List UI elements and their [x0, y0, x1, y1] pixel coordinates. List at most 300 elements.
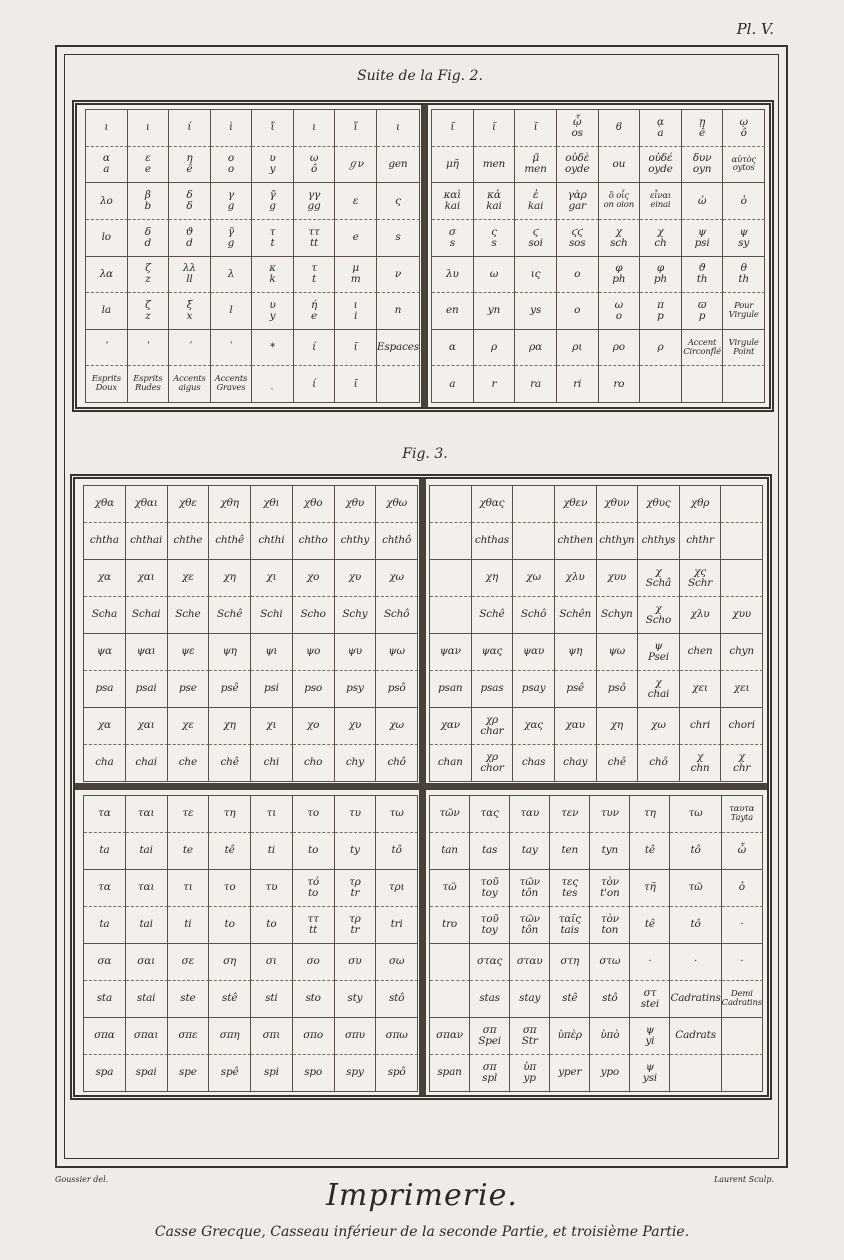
- type-box: σπυ: [335, 1018, 377, 1055]
- fig2-right-half: [431, 109, 765, 403]
- type-box: α: [432, 330, 474, 367]
- type-box: [430, 981, 470, 1018]
- type-box: sti: [251, 981, 293, 1018]
- type-box: ο: [557, 257, 599, 294]
- type-box: Schi: [251, 597, 293, 634]
- type-box: ou: [599, 147, 641, 184]
- type-box: [722, 1018, 763, 1055]
- type-box: ῖ: [515, 110, 557, 147]
- type-box: ὦ: [722, 833, 763, 870]
- type-box: ·: [722, 907, 763, 944]
- type-box: ρα: [515, 330, 557, 367]
- type-box: χο: [293, 708, 335, 745]
- type-box: ἵ: [335, 110, 377, 147]
- type-box: χλυ: [555, 560, 597, 597]
- type-box: chthê: [209, 523, 251, 560]
- type-box: ῳ ô: [723, 110, 765, 147]
- type-box: τρ tr: [335, 870, 377, 907]
- type-box: χλυ: [680, 597, 722, 634]
- type-box: στη: [550, 944, 590, 981]
- type-box: spê: [209, 1055, 251, 1092]
- type-box: ῖ: [474, 110, 516, 147]
- type-box: ·: [670, 944, 721, 981]
- type-box: χε: [168, 560, 210, 597]
- type-box: χθυ: [335, 486, 377, 523]
- type-box: α a: [86, 147, 128, 184]
- type-box: τα: [84, 796, 126, 833]
- type-box: Cadrats: [670, 1018, 721, 1055]
- type-box: pso: [293, 671, 335, 708]
- type-box: Schê: [472, 597, 514, 634]
- type-box: [377, 366, 420, 403]
- type-box: τρι: [376, 870, 418, 907]
- type-box: spy: [335, 1055, 377, 1092]
- type-box: ἐ kai: [515, 183, 557, 220]
- type-box: ᾳ a: [640, 110, 682, 147]
- type-box: stê: [209, 981, 251, 1018]
- type-box: φ ph: [599, 257, 641, 294]
- type-box: ψο: [293, 634, 335, 671]
- type-box: το: [209, 870, 251, 907]
- type-box: tô: [670, 907, 721, 944]
- type-box: [513, 486, 555, 523]
- type-box: ῖ: [335, 330, 377, 367]
- type-box: a: [432, 366, 474, 403]
- type-box: χθη: [209, 486, 251, 523]
- type-box: lo: [86, 220, 128, 257]
- type-box: χας: [513, 708, 555, 745]
- type-box: η ê: [169, 147, 211, 184]
- type-box: ή e: [294, 293, 336, 330]
- type-box: sta: [84, 981, 126, 1018]
- type-box: Pour Virgule: [723, 293, 765, 330]
- fig3-caption: Fig. 3.: [402, 446, 448, 462]
- type-box: r: [474, 366, 516, 403]
- type-box: ταυτα Tayta: [722, 796, 763, 833]
- type-box: [430, 597, 472, 634]
- type-box: σι: [251, 944, 293, 981]
- type-box: tro: [430, 907, 470, 944]
- type-box: stô: [376, 981, 418, 1018]
- type-box: ἴ: [252, 110, 294, 147]
- type-box: Espaces: [377, 330, 420, 367]
- fig2-case: [72, 100, 774, 412]
- type-box: yn: [474, 293, 516, 330]
- type-box: [430, 560, 472, 597]
- type-box: χθαι: [126, 486, 168, 523]
- type-box: ᾿: [86, 330, 128, 367]
- type-box: spô: [376, 1055, 418, 1092]
- type-box: Schô: [513, 597, 555, 634]
- type-box: ς: [377, 183, 420, 220]
- type-box: chyn: [721, 634, 763, 671]
- type-box: psi: [251, 671, 293, 708]
- type-box: χει: [721, 671, 763, 708]
- type-box: tri: [376, 907, 418, 944]
- type-box: ψαυ: [513, 634, 555, 671]
- type-box: τό to: [293, 870, 335, 907]
- type-box: χαι: [126, 560, 168, 597]
- type-box: χ chn: [680, 745, 722, 782]
- type-box: ys: [515, 293, 557, 330]
- type-box: Demi Cadratins: [722, 981, 763, 1018]
- type-box: ψ yi: [630, 1018, 670, 1055]
- type-box: Esprits Rudes: [128, 366, 170, 403]
- type-box: chas: [513, 745, 555, 782]
- type-box: ψι: [251, 634, 293, 671]
- type-box: χ chr: [721, 745, 763, 782]
- type-box: Esprits Doux: [86, 366, 128, 403]
- type-box: θ th: [723, 257, 765, 294]
- type-box: psy: [335, 671, 377, 708]
- type-box: ψ Psei: [638, 634, 680, 671]
- type-box: ττ tt: [293, 907, 335, 944]
- type-box: γ̃ g: [252, 183, 294, 220]
- type-box: Scho: [293, 597, 335, 634]
- type-box: ται: [126, 796, 168, 833]
- type-box: χη: [209, 560, 251, 597]
- type-box: ψαι: [126, 634, 168, 671]
- type-box: γ g: [211, 183, 253, 220]
- type-box: ε: [335, 183, 377, 220]
- type-box: ταῖς tais: [550, 907, 590, 944]
- type-box: ῖ: [432, 110, 474, 147]
- type-box: μῆ: [432, 147, 474, 184]
- type-box: μ m: [335, 257, 377, 294]
- type-box: τὸν ton: [590, 907, 630, 944]
- type-box: καὶ kai: [432, 183, 474, 220]
- type-box: chthe: [168, 523, 210, 560]
- type-box: ϛ soi: [515, 220, 557, 257]
- type-box: Schai: [126, 597, 168, 634]
- type-box: stas: [470, 981, 510, 1018]
- type-box: τεν: [550, 796, 590, 833]
- type-box: ς s: [474, 220, 516, 257]
- type-box: χ Scho: [638, 597, 680, 634]
- type-box: chthys: [638, 523, 680, 560]
- type-box: spo: [293, 1055, 335, 1092]
- type-box: [723, 366, 765, 403]
- type-box: χθρ: [680, 486, 722, 523]
- type-box: chê: [209, 745, 251, 782]
- type-box: σταυ: [510, 944, 550, 981]
- type-box: psô: [597, 671, 639, 708]
- type-box: [721, 523, 763, 560]
- type-box: ί: [294, 366, 336, 403]
- type-box: οὐδὲ oyde: [557, 147, 599, 184]
- type-box: tai: [126, 907, 168, 944]
- type-box: γὰρ gar: [557, 183, 599, 220]
- type-box: Cadratins: [670, 981, 721, 1018]
- type-box: ψη: [209, 634, 251, 671]
- type-box: ψαν: [430, 634, 472, 671]
- type-box: sto: [293, 981, 335, 1018]
- type-box: ψ ysi: [630, 1055, 670, 1092]
- type-box: χα: [84, 708, 126, 745]
- type-box: [670, 1055, 721, 1092]
- type-box: ste: [168, 981, 210, 1018]
- type-box: [721, 560, 763, 597]
- type-box: ty: [335, 833, 377, 870]
- type-box: tê: [630, 907, 670, 944]
- type-box: χει: [680, 671, 722, 708]
- type-box: χη: [209, 708, 251, 745]
- type-box: chen: [680, 634, 722, 671]
- type-box: ti: [251, 833, 293, 870]
- type-box: χι: [251, 708, 293, 745]
- type-box: σαι: [126, 944, 168, 981]
- type-box: β b: [128, 183, 170, 220]
- type-box: χθε: [168, 486, 210, 523]
- type-box: Accents aigus: [169, 366, 211, 403]
- type-box: to: [251, 907, 293, 944]
- type-box: chthr: [680, 523, 722, 560]
- type-box: ι: [377, 110, 420, 147]
- type-box: ὁ: [722, 870, 763, 907]
- type-box: φ ph: [640, 257, 682, 294]
- type-box: tê: [209, 833, 251, 870]
- type-box: ℊν: [335, 147, 377, 184]
- type-box: στω: [590, 944, 630, 981]
- type-box: [430, 944, 470, 981]
- type-box: psay: [513, 671, 555, 708]
- type-box: χα: [84, 560, 126, 597]
- fig2-divider: [421, 105, 428, 407]
- type-box: αὐτὸς oytos: [723, 147, 765, 184]
- type-box: τῶ: [670, 870, 721, 907]
- left-signature: Goussier del.: [55, 1175, 109, 1184]
- type-box: τας: [470, 796, 510, 833]
- type-box: χ ch: [640, 220, 682, 257]
- type-box: ί: [169, 110, 211, 147]
- type-box: σπο: [293, 1018, 335, 1055]
- type-box: ω: [474, 257, 516, 294]
- type-box: ·: [722, 944, 763, 981]
- type-box: χ Schâ: [638, 560, 680, 597]
- type-box: ϑ d: [169, 220, 211, 257]
- type-box: ξ x: [169, 293, 211, 330]
- type-box: ri: [557, 366, 599, 403]
- type-box: ν: [377, 257, 420, 294]
- type-box: τῶν: [430, 796, 470, 833]
- type-box: τω: [670, 796, 721, 833]
- type-box: [682, 366, 724, 403]
- type-box: ὃ οἷς on oion: [599, 183, 641, 220]
- type-box: στ stei: [630, 981, 670, 1018]
- type-box: κἀ kai: [474, 183, 516, 220]
- type-box: spe: [168, 1055, 210, 1092]
- type-box: τη: [209, 796, 251, 833]
- type-box: psê: [555, 671, 597, 708]
- type-box: ρ: [474, 330, 516, 367]
- type-box: τ t: [294, 257, 336, 294]
- type-box: ζ z: [128, 293, 170, 330]
- type-box: γ̃ g: [211, 220, 253, 257]
- fig2-left-half: [85, 109, 420, 403]
- type-box: chthai: [126, 523, 168, 560]
- type-box: δ δ: [169, 183, 211, 220]
- type-box: σπ Str: [510, 1018, 550, 1055]
- type-box: psai: [126, 671, 168, 708]
- type-box: ϑ th: [682, 257, 724, 294]
- type-box: ψ sy: [723, 220, 765, 257]
- type-box: [722, 1055, 763, 1092]
- type-box: cha: [84, 745, 126, 782]
- type-box: χθο: [293, 486, 335, 523]
- type-box: psê: [209, 671, 251, 708]
- type-box: λ: [211, 257, 253, 294]
- type-box: chthi: [251, 523, 293, 560]
- type-box: τῶν tôn: [510, 907, 550, 944]
- type-box: ττ tt: [294, 220, 336, 257]
- type-box: to: [293, 833, 335, 870]
- type-box: τῶ: [430, 870, 470, 907]
- type-box: ϐ: [599, 110, 641, 147]
- type-box: chy: [335, 745, 377, 782]
- type-box: γγ gg: [294, 183, 336, 220]
- type-box: χε: [168, 708, 210, 745]
- type-box: σε: [168, 944, 210, 981]
- type-box: σα: [84, 944, 126, 981]
- type-box: Scha: [84, 597, 126, 634]
- type-box: ψω: [597, 634, 639, 671]
- type-box: ΄: [169, 330, 211, 367]
- type-box: Virgule Point: [723, 330, 765, 367]
- type-box: tô: [670, 833, 721, 870]
- type-box: υ y: [252, 147, 294, 184]
- type-box: chthy: [335, 523, 377, 560]
- type-box: χυυ: [721, 597, 763, 634]
- type-box: Schyn: [597, 597, 639, 634]
- fig3-top-right: [429, 485, 763, 782]
- type-box: chan: [430, 745, 472, 782]
- type-box: s: [377, 220, 420, 257]
- type-box: [640, 366, 682, 403]
- type-box: ι: [86, 110, 128, 147]
- type-box: χαι: [126, 708, 168, 745]
- type-box: pse: [168, 671, 210, 708]
- type-box: Schô: [376, 597, 418, 634]
- type-box: chê: [597, 745, 639, 782]
- type-box: χ sch: [599, 220, 641, 257]
- type-box: ro: [599, 366, 641, 403]
- type-box: σπ Spei: [470, 1018, 510, 1055]
- type-box: l: [211, 293, 253, 330]
- type-box: `: [211, 330, 253, 367]
- type-box: ϖ p: [682, 293, 724, 330]
- type-box: che: [168, 745, 210, 782]
- type-box: chthas: [472, 523, 514, 560]
- type-box: gen: [377, 147, 420, 184]
- type-box: en: [432, 293, 474, 330]
- type-box: span: [430, 1055, 470, 1092]
- type-box: Accent Circonflé: [682, 330, 724, 367]
- type-box: ση: [209, 944, 251, 981]
- type-box: chi: [251, 745, 293, 782]
- type-box: χυυ: [597, 560, 639, 597]
- fig3-case: [70, 474, 772, 1100]
- type-box: spa: [84, 1055, 126, 1092]
- type-box: Accents Graves: [211, 366, 253, 403]
- type-box: Schy: [335, 597, 377, 634]
- type-box: δυν oyn: [682, 147, 724, 184]
- type-box: ψυ: [335, 634, 377, 671]
- type-box: ϛϛ sos: [557, 220, 599, 257]
- type-box: τω: [376, 796, 418, 833]
- type-box: psô: [376, 671, 418, 708]
- type-box: ψας: [472, 634, 514, 671]
- plate-number: Pl. V.: [736, 20, 774, 38]
- type-box: χο: [293, 560, 335, 597]
- type-box: ten: [550, 833, 590, 870]
- fig3-divider: [419, 479, 426, 1095]
- type-box: σπε: [168, 1018, 210, 1055]
- type-box: οὐδέ oyde: [640, 147, 682, 184]
- type-box: σω: [376, 944, 418, 981]
- type-box: χυ: [335, 560, 377, 597]
- type-box: e: [335, 220, 377, 257]
- type-box: χθα: [84, 486, 126, 523]
- type-box: ρο: [599, 330, 641, 367]
- type-box: σο: [293, 944, 335, 981]
- type-box: τοῦ toy: [470, 907, 510, 944]
- type-box: ρ: [640, 330, 682, 367]
- type-box: τρ tr: [335, 907, 377, 944]
- type-box: τυ: [251, 870, 293, 907]
- type-box: tô: [376, 833, 418, 870]
- type-box: τῶν tôn: [510, 870, 550, 907]
- type-box: ·: [630, 944, 670, 981]
- type-box: σπ spl: [470, 1055, 510, 1092]
- type-box: στας: [470, 944, 510, 981]
- fig3-top-left: [83, 485, 418, 782]
- type-box: [721, 486, 763, 523]
- type-box: σπαν: [430, 1018, 470, 1055]
- type-box: τι: [251, 796, 293, 833]
- type-box: σπαι: [126, 1018, 168, 1055]
- type-box: chô: [376, 745, 418, 782]
- type-box: σπα: [84, 1018, 126, 1055]
- type-box: ti: [168, 907, 210, 944]
- type-box: ὶ: [211, 110, 253, 147]
- type-box: χη: [597, 708, 639, 745]
- type-box: τυν: [590, 796, 630, 833]
- type-box: spai: [126, 1055, 168, 1092]
- type-box: chri: [680, 708, 722, 745]
- type-box: χαν: [430, 708, 472, 745]
- type-box: ψη: [555, 634, 597, 671]
- type-box: chthyn: [597, 523, 639, 560]
- type-box: ὑπὸ: [590, 1018, 630, 1055]
- type-box: ὑπ yp: [510, 1055, 550, 1092]
- type-box: ψ psi: [682, 220, 724, 257]
- type-box: κ k: [252, 257, 294, 294]
- type-box: χθυς: [638, 486, 680, 523]
- type-box: σπη: [209, 1018, 251, 1055]
- type-box: ὁ: [723, 183, 765, 220]
- fig2-caption: Suite de la Fig. 2.: [357, 68, 483, 84]
- type-box: yper: [550, 1055, 590, 1092]
- type-box: χθω: [376, 486, 418, 523]
- type-box: το: [293, 796, 335, 833]
- type-box: χ chai: [638, 671, 680, 708]
- type-box: χαυ: [555, 708, 597, 745]
- type-box: ρι: [557, 330, 599, 367]
- plate-title: Imprimerie.: [326, 1178, 518, 1213]
- type-box: χς Schr: [680, 560, 722, 597]
- type-box: tyn: [590, 833, 630, 870]
- type-box: ις: [515, 257, 557, 294]
